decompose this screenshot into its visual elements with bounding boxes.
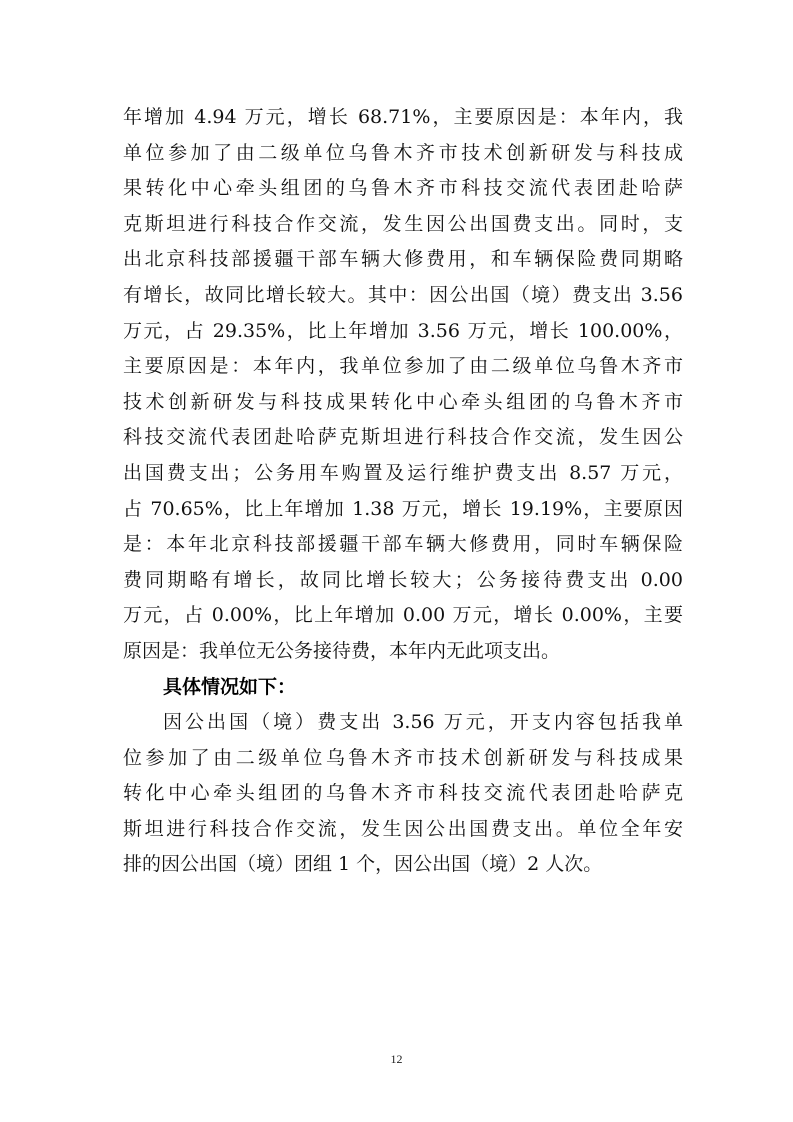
text-line: 果转化中心牵头组团的乌鲁木齐市科技交流代表团赴哈萨 <box>123 177 683 200</box>
text-line: 万元，占 29.35%，比上年增加 3.56 万元，增长 100.00%， <box>123 319 683 342</box>
text-line: 技术创新研发与科技成果转化中心牵头组团的乌鲁木齐市 <box>123 390 683 413</box>
text-line: 排的因公出国（境）团组 1 个，因公出国（境）2 人次。 <box>123 853 603 876</box>
text-line: 科技交流代表团赴哈萨克斯坦进行科技合作交流，发生因公 <box>123 426 683 449</box>
text-line: 占 70.65%，比上年增加 1.38 万元，增长 19.19%，主要原因 <box>123 497 683 520</box>
text-line: 原因是：我单位无公务接待费，本年内无此项支出。 <box>123 639 561 662</box>
text-line: 因公出国（境）费支出 3.56 万元，开支内容包括我单 <box>163 711 683 734</box>
text-line: 万元，占 0.00%，比上年增加 0.00 万元，增长 0.00%，主要 <box>123 604 683 627</box>
paragraph-expense-explanation <box>123 100 683 670</box>
text-line: 斯坦进行科技合作交流，发生因公出国费支出。单位全年安 <box>123 817 683 840</box>
page-number: 12 <box>390 1052 403 1066</box>
text-line: 有增长，故同比增长较大。其中：因公出国（境）费支出 3.56 <box>123 283 683 306</box>
paragraph-details <box>123 705 683 883</box>
text-line: 单位参加了由二级单位乌鲁木齐市技术创新研发与科技成 <box>123 141 683 164</box>
text-line: 是：本年北京科技部援疆干部车辆大修费用，同时车辆保险 <box>123 533 683 556</box>
text-line: 费同期略有增长，故同比增长较大；公务接待费支出 0.00 <box>123 568 683 591</box>
text-line: 出国费支出；公务用车购置及运行维护费支出 8.57 万元， <box>123 461 683 484</box>
text-line: 克斯坦进行科技合作交流，发生因公出国费支出。同时，支 <box>123 212 683 235</box>
section-heading: 具体情况如下： <box>163 675 297 698</box>
document-body <box>123 100 683 883</box>
text-line: 位参加了由二级单位乌鲁木齐市技术创新研发与科技成果 <box>123 746 683 769</box>
text-line: 主要原因是：本年内，我单位参加了由二级单位乌鲁木齐市 <box>123 355 683 378</box>
text-line: 转化中心牵头组团的乌鲁木齐市科技交流代表团赴哈萨克 <box>123 782 683 805</box>
text-line: 出北京科技部援疆干部车辆大修费用，和车辆保险费同期略 <box>123 248 683 271</box>
text-line: 年增加 4.94 万元，增长 68.71%，主要原因是：本年内，我 <box>123 106 683 128</box>
